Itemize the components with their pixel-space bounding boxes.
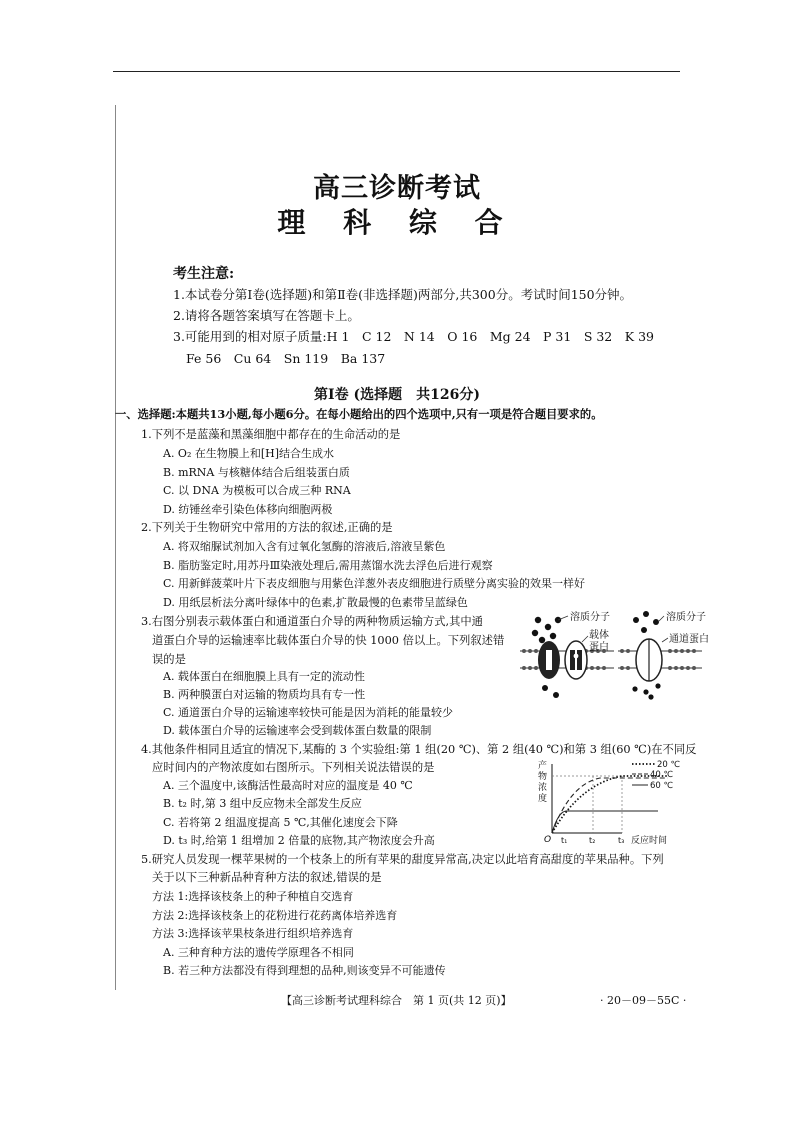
q2-option-a: A. 将双缩脲试剂加入含有过氧化氢酶的溶液后,溶液呈紫色 [163,540,446,553]
fig-label-channel: 通道蛋白 [669,634,709,645]
chart-tick-t3: t₃ [618,836,625,845]
q2-option-d: D. 用纸层析法分离叶绿体中的色素,扩散最慢的色素带呈蓝绿色 [163,596,468,609]
legend-60c: 60 ℃ [650,781,674,791]
chart-tick-t2: t₂ [589,836,596,845]
q3-option-a: A. 载体蛋白在细胞膜上具有一定的流动性 [163,670,365,683]
q2-stem: 2.下列关于生物研究中常用的方法的叙述,正确的是 [141,521,393,534]
notice-item-1: 1.本试卷分第Ⅰ卷(选择题)和第Ⅱ卷(非选择题)两部分,共300分。考试时间150分钟。 [173,287,633,302]
legend-40c: 40 ℃ [650,770,674,780]
notice-item-3: 3.可能用到的相对原子质量:H 1 C 12 N 14 O 16 Mg 24 P 31 S 32 K 39 [173,329,654,344]
q2-option-b: B. 脂肪鉴定时,用苏丹Ⅲ染液处理后,需用蒸馏水洗去浮色后进行观察 [163,559,493,572]
chart-tick-t1: t₁ [561,836,568,845]
q5-method-3: 方法 3:选择该苹果枝条进行组织培养选育 [152,927,354,940]
q3-stem-line-3: 误的是 [152,653,186,666]
fig-label-carrier-2: 蛋白 [589,642,609,653]
legend-20c: 20 ℃ [657,760,681,770]
q5-method-2: 方法 2:选择该枝条上的花粉进行花药离体培养选育 [152,909,398,922]
q1-option-c: C. 以 DNA 为模板可以合成三种 RNA [163,484,351,497]
footer-code: · 20－09－55C · [600,994,687,1007]
q3-transport-figure [518,606,709,702]
q5-method-1: 方法 1:选择该枝条上的种子种植自交选育 [152,890,354,903]
q5-stem-line-2: 关于以下三种新品种育种方法的叙述,错误的是 [152,871,382,884]
series-60c-line [552,811,658,833]
q4-stem-line-2: 应时间内的产物浓度如右图所示。下列相关说法错误的是 [152,761,435,774]
q4-option-c: C. 若将第 2 组温度提高 5 ℃,其催化速度会下降 [163,816,398,829]
notice-item-2: 2.请将各题答案填写在答题卡上。 [173,308,360,323]
notice-heading: 考生注意: [173,266,235,282]
q3-option-c: C. 通道蛋白介导的运输速率较快可能是因为消耗的能量较少 [163,706,454,719]
q5-stem-line-1: 5.研究人员发现一棵苹果树的一个枝条上的所有苹果的甜度异常高,决定以此培育高甜度的苹果品种。下列 [141,853,664,866]
q3-option-b: B. 两种膜蛋白对运输的物质均具有专一性 [163,688,366,701]
q3-option-d: D. 载体蛋白介导的运输速率会受到载体蛋白数量的限制 [163,724,432,737]
chart-origin: O [544,835,552,845]
q4-option-b: B. t₂ 时,第 3 组中反应物未全部发生反应 [163,797,362,810]
chart-xlabel: 反应时间 [631,836,668,846]
section-instruction: 一、选择题:本题共13小题,每小题6分。在每小题给出的四个选项中,只有一项是符合题目要求的。 [115,407,603,421]
notice-item-4: Fe 56 Cu 64 Sn 119 Ba 137 [186,351,386,366]
q4-option-a: A. 三个温度中,该酶活性最高时对应的温度是 40 ℃ [163,779,413,792]
q5-option-b: B. 若三种方法都没有得到理想的品种,则该变异不可能遗传 [163,964,446,977]
exam-title: 高三诊断考试 [313,173,481,204]
chart-ylabel-4: 度 [538,794,548,804]
footer-page-info: 【高三诊断考试理科综合 第 1 页(共 12 页)】 [281,994,512,1007]
q4-stem-line-1: 4.其他条件相同且适宜的情况下,某酶的 3 个实验组:第 1 组(20 ℃)、第 2 组(40 ℃)和第 3 组(60 ℃)在不同反 [141,743,697,756]
fig-label-carrier: 载体 [589,630,609,641]
chart-ylabel-2: 物 [538,772,548,782]
q1-option-a: A. O₂ 在生物膜上和[H]结合生成水 [163,447,335,460]
fig-label-solute-right: 溶质分子 [666,612,706,623]
top-rule [113,71,680,72]
exam-subject: 理 科 综 合 [277,206,517,239]
q1-stem: 1.下列不是蓝藻和黑藻细胞中都存在的生命活动的是 [141,428,401,441]
section-title: 第Ⅰ卷 (选择题 共126分) [314,387,480,403]
q5-option-a: A. 三种育种方法的遗传学原理各不相同 [163,946,354,959]
chart-ylabel-1: 产 [538,761,548,771]
q1-option-b: B. mRNA 与核糖体结合后组装蛋白质 [163,466,350,479]
chart-ylabel-3: 浓 [538,783,548,793]
fig-label-solute-left: 溶质分子 [570,612,610,623]
q4-option-d: D. t₃ 时,给第 1 组增加 2 倍量的底物,其产物浓度会升高 [163,834,435,847]
q1-option-d: D. 纺锤丝牵引染色体移向细胞两极 [163,503,333,516]
q3-stem-line-1: 3.右图分别表示载体蛋白和通道蛋白介导的两种物质运输方式,其中通 [141,615,483,628]
q4-product-chart [530,758,680,848]
q2-option-c: C. 用新鲜菠菜叶片下表皮细胞与用紫色洋葱外表皮细胞进行质壁分离实验的效果一样好 [163,577,586,590]
q3-stem-line-2: 道蛋白介导的运输速率比载体蛋白介导的快 1000 倍以上。下列叙述错 [152,634,505,647]
